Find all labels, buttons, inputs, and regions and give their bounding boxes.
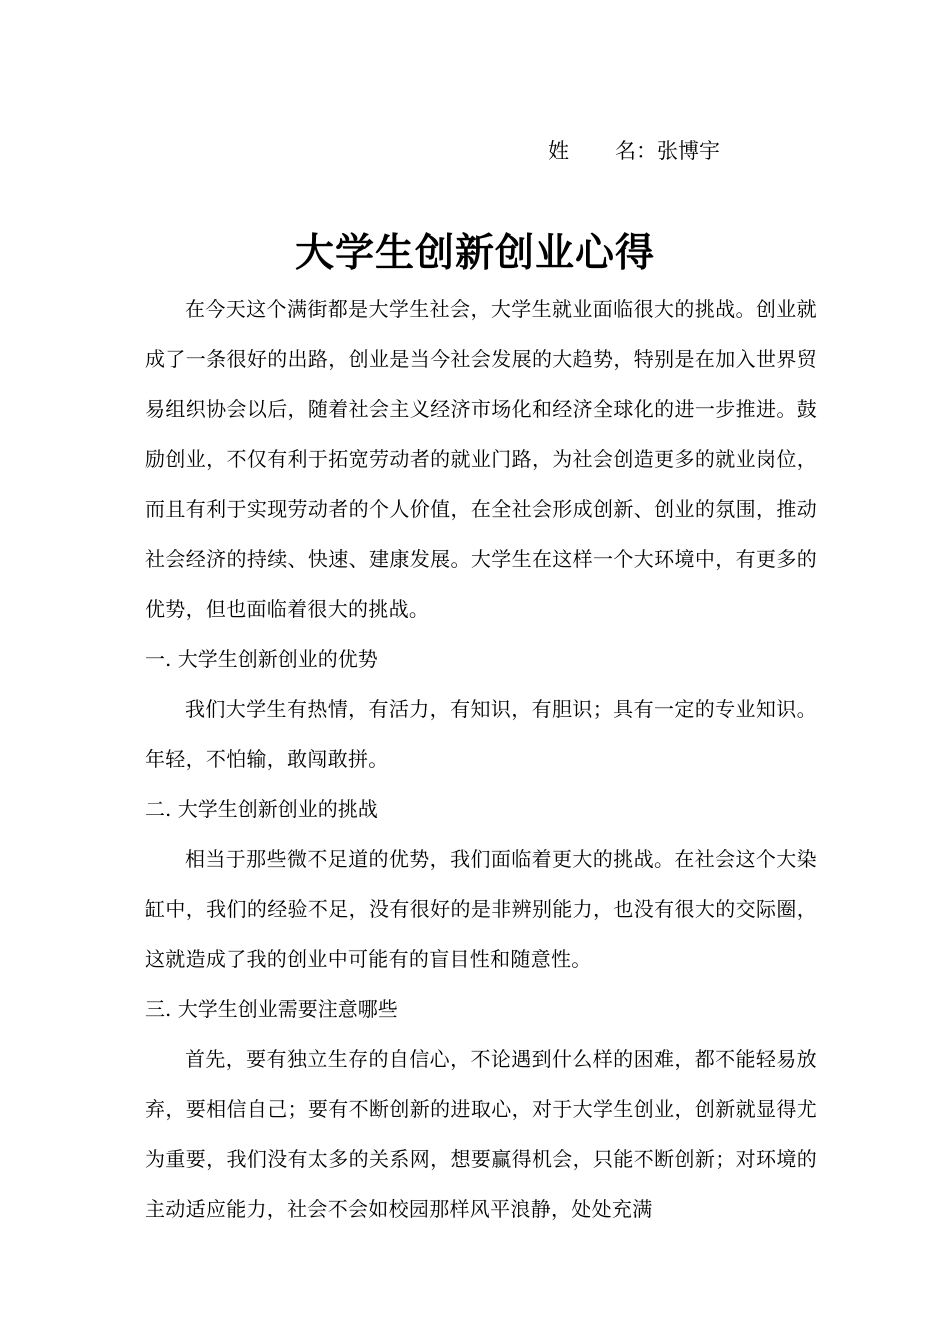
document-title: 大学生创新创业心得 <box>294 231 655 276</box>
name-label-first: 姓 <box>548 139 569 163</box>
author-name-value: 张博宇 <box>657 139 720 163</box>
intro-paragraph: 在今天这个满街都是大学生社会，大学生就业面临很大的挑战。创业就成了一条很好的出路，创业是当今社会发展的大趋势，特别是在加入世界贸易组织协会以后，随着社会主义经济市场化和经济全球化的进一步推进。鼓励创业，不仅有利于拓宽劳动者的就业门路，为社会创造更多的就业岗位，而且有利于实现劳动者的个人价值，在全社会形成创新、创业的氛围，推动社会经济的持续、快速、建康发展。大学生在这样一个大环境中，有更多的优势，但也面临着很大的挑战。 <box>145 297 817 621</box>
section-heading-advantages: 一. 大学生创新创业的优势 <box>145 647 378 671</box>
name-label-second: 名： <box>615 139 657 163</box>
challenges-paragraph: 相当于那些微不足道的优势，我们面临着更大的挑战。在社会这个大染缸中，我们的经验不足，没有很好的是非辨别能力，也没有很大的交际圈，这就造成了我的创业中可能有的盲目性和随意性。 <box>145 847 817 971</box>
author-name-line <box>548 136 720 166</box>
section-heading-challenges: 二. 大学生创新创业的挑战 <box>145 797 378 821</box>
notes-paragraph: 首先，要有独立生存的自信心，不论遇到什么样的困难，都不能轻易放弃，要相信自己；要有不断创新的进取心，对于大学生创业，创新就显得尤为重要，我们没有太多的关系网，想要赢得机会，只能不断创新；对环境的主动适应能力，社会不会如校园那样风平浪静，处处充满 <box>145 1047 817 1221</box>
section-heading-notes: 三. 大学生创业需要注意哪些 <box>145 997 398 1021</box>
document-body <box>145 284 817 1234</box>
advantages-paragraph: 我们大学生有热情，有活力，有知识，有胆识；具有一定的专业知识。年轻，不怕输，敢闯敢拼。 <box>145 697 817 771</box>
